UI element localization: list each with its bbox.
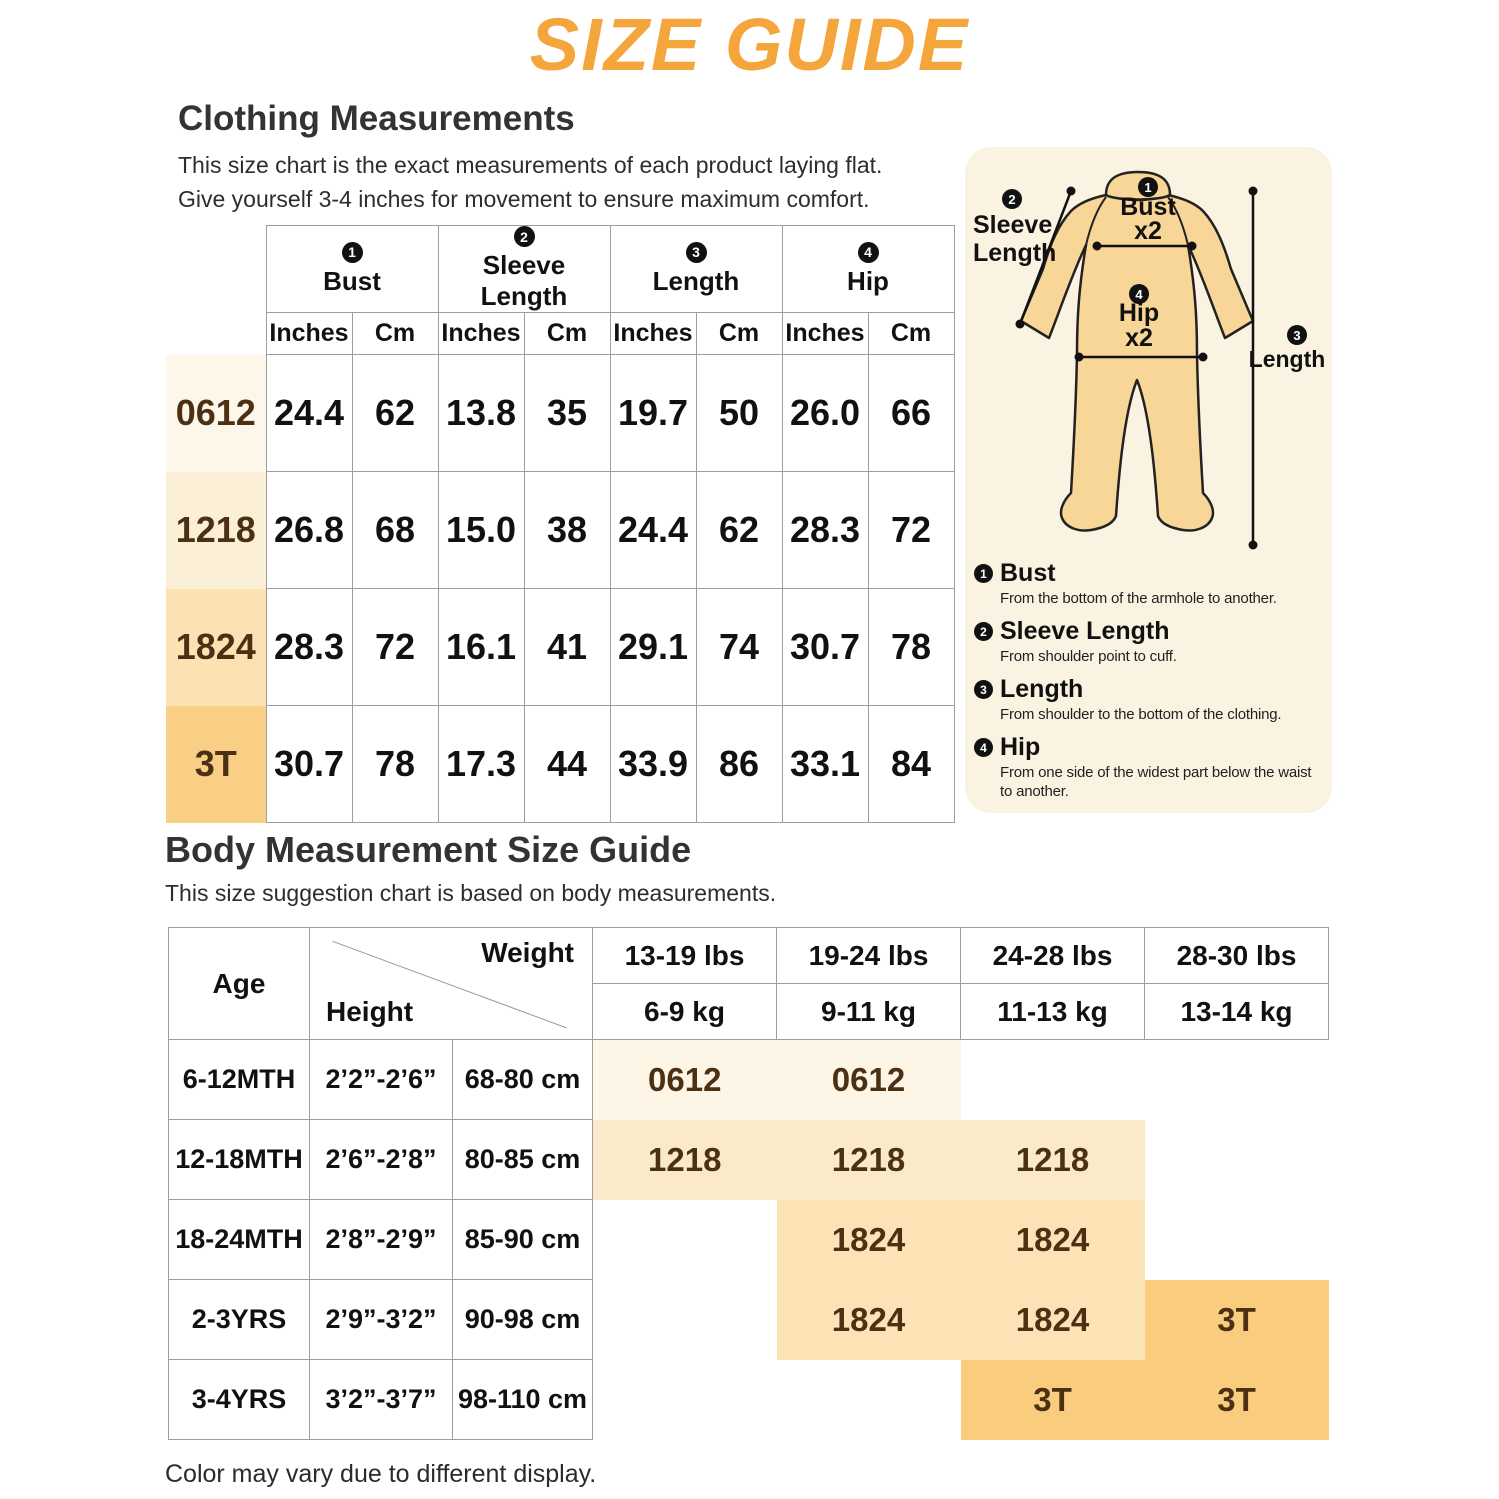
legend-item-hip [974, 733, 1326, 801]
unit-header: Inches [610, 313, 696, 355]
height-range-cm: 68-80 cm [453, 1040, 593, 1120]
circled-number-icon: 3 [686, 242, 707, 263]
legend-title: Hip [1000, 733, 1041, 761]
measurement-value: 44 [524, 706, 610, 823]
recommended-size [777, 1360, 961, 1440]
hip-x2-label: x2 [1125, 324, 1153, 352]
bust-label: Bust [1120, 193, 1176, 221]
unit-header: Cm [524, 313, 610, 355]
recommended-size: 3T [1145, 1280, 1329, 1360]
measurement-value: 41 [524, 589, 610, 706]
recommended-size [593, 1200, 777, 1280]
recommended-size: 1824 [777, 1200, 961, 1280]
corner-cell [166, 226, 266, 313]
clothing-measurements-description [178, 148, 882, 216]
recommended-size: 0612 [593, 1040, 777, 1120]
recommended-size [1145, 1040, 1329, 1120]
measurement-value: 30.7 [782, 589, 868, 706]
legend-title: Length [1000, 675, 1084, 703]
body-measurement-description: This size suggestion chart is based on body measurements. [165, 880, 777, 906]
badge-number: 1 [1144, 180, 1152, 195]
age-range: 2-3YRS [169, 1280, 310, 1360]
legend-description: From shoulder to the bottom of the clothing. [1000, 706, 1282, 723]
table-row [169, 1120, 1329, 1200]
recommended-size: 1824 [961, 1280, 1145, 1360]
height-range-cm: 85-90 cm [453, 1200, 593, 1280]
weight-range-lbs: 24-28 lbs [961, 928, 1145, 984]
description-line: Give yourself 3-4 inches for movement to ensure maximum comfort. [178, 186, 870, 212]
weight-range-kg: 9-11 kg [777, 984, 961, 1040]
size-row-label: 1824 [166, 589, 266, 706]
weight-range-lbs: 13-19 lbs [593, 928, 777, 984]
body-measurement-table [168, 927, 1329, 1440]
height-range-cm: 98-110 cm [453, 1360, 593, 1440]
unit-header: Inches [266, 313, 352, 355]
sleeve-label-line1: Sleeve [973, 211, 1053, 239]
measurement-value: 28.3 [266, 589, 352, 706]
recommended-size: 1218 [777, 1120, 961, 1200]
circled-number-icon: 4 [974, 738, 993, 757]
height-header: Height [326, 996, 414, 1027]
circled-number-icon: 1 [974, 564, 993, 583]
column-group-length [610, 226, 782, 313]
column-group-label: Length [652, 265, 740, 296]
measurement-value: 74 [696, 589, 782, 706]
unit-header: Inches [438, 313, 524, 355]
legend-title: Sleeve Length [1000, 617, 1170, 645]
sleeve-label-line2: Length [973, 239, 1057, 267]
circled-number-icon: 2 [974, 622, 993, 641]
recommended-size [1145, 1120, 1329, 1200]
height-range-cm: 80-85 cm [453, 1120, 593, 1200]
measurement-value: 50 [696, 355, 782, 472]
size-row-label: 0612 [166, 355, 266, 472]
measurement-value: 28.3 [782, 472, 868, 589]
age-range: 18-24MTH [169, 1200, 310, 1280]
badge-number: 4 [1135, 287, 1143, 302]
table-row [166, 706, 954, 823]
column-group-hip [782, 226, 954, 313]
unit-header: Cm [352, 313, 438, 355]
height-range-ft: 3’2”-3’7” [310, 1360, 453, 1440]
badge-number: 2 [1008, 192, 1016, 207]
measurement-value: 16.1 [438, 589, 524, 706]
weight-range-lbs: 28-30 lbs [1145, 928, 1329, 984]
age-range: 3-4YRS [169, 1360, 310, 1440]
length-label: Length [1248, 346, 1326, 372]
recommended-size: 1824 [777, 1280, 961, 1360]
body-measurement-heading: Body Measurement Size Guide [165, 829, 692, 870]
legend-description: From shoulder point to cuff. [1000, 648, 1177, 665]
weight-range-kg: 13-14 kg [1145, 984, 1329, 1040]
measurement-value: 35 [524, 355, 610, 472]
unit-header: Cm [696, 313, 782, 355]
recommended-size: 1218 [593, 1120, 777, 1200]
measurement-diagram-card [965, 147, 1332, 813]
measurement-value: 84 [868, 706, 954, 823]
table-row [169, 1360, 1329, 1440]
age-range: 6-12MTH [169, 1040, 310, 1120]
measurement-value: 62 [696, 472, 782, 589]
badge-number: 3 [1293, 328, 1301, 343]
measurement-value: 38 [524, 472, 610, 589]
color-disclaimer: Color may vary due to different display. [165, 1460, 597, 1488]
recommended-size: 1824 [961, 1200, 1145, 1280]
table-row [169, 1200, 1329, 1280]
weight-range-lbs: 19-24 lbs [777, 928, 961, 984]
column-group-label: Sleeve Length [480, 250, 568, 311]
legend-item-length [974, 675, 1326, 724]
onesie-measurement-diagram [965, 147, 1332, 557]
page-title: SIZE GUIDE [529, 3, 970, 86]
circled-number-icon: 4 [858, 242, 879, 263]
measurement-value: 33.9 [610, 706, 696, 823]
table-row [166, 472, 954, 589]
measurement-value: 62 [352, 355, 438, 472]
measurement-value: 72 [868, 472, 954, 589]
recommended-size [593, 1360, 777, 1440]
table-row [169, 1040, 1329, 1120]
measurement-value: 72 [352, 589, 438, 706]
weight-range-kg: 6-9 kg [593, 984, 777, 1040]
column-group-label: Bust [323, 265, 381, 296]
legend-description: From the bottom of the armhole to another. [1000, 590, 1277, 607]
hip-label: Hip [1118, 299, 1160, 327]
measurement-value: 17.3 [438, 706, 524, 823]
weight-height-diagonal-cell [310, 928, 593, 1040]
bust-x2-label: x2 [1134, 217, 1162, 245]
size-row-label: 1218 [166, 472, 266, 589]
recommended-size: 0612 [777, 1040, 961, 1120]
height-range-ft: 2’9”-3’2” [310, 1280, 453, 1360]
table-row [166, 355, 954, 472]
age-header: Age [169, 928, 310, 1040]
measurement-value: 30.7 [266, 706, 352, 823]
table-row [166, 589, 954, 706]
corner-cell [166, 313, 266, 355]
measurement-value: 13.8 [438, 355, 524, 472]
height-range-ft: 2’8”-2’9” [310, 1200, 453, 1280]
legend-item-sleeve-length [974, 617, 1326, 666]
size-row-label: 3T [166, 706, 266, 823]
measurement-value: 68 [352, 472, 438, 589]
unit-header: Inches [782, 313, 868, 355]
height-range-cm: 90-98 cm [453, 1280, 593, 1360]
column-group-sleeve-length [438, 226, 610, 313]
unit-header: Cm [868, 313, 954, 355]
table-row [169, 1280, 1329, 1360]
description-line: This size chart is the exact measurements of each product laying flat. [178, 152, 883, 178]
measurement-value: 66 [868, 355, 954, 472]
weight-header: Weight [481, 937, 574, 968]
recommended-size [593, 1280, 777, 1360]
recommended-size: 3T [961, 1360, 1145, 1440]
clothing-measurements-heading: Clothing Measurements [178, 99, 575, 138]
legend-title: Bust [1000, 559, 1056, 587]
clothing-measurements-table [166, 225, 955, 823]
measurement-value: 78 [352, 706, 438, 823]
weight-range-kg: 11-13 kg [961, 984, 1145, 1040]
measurement-value: 78 [868, 589, 954, 706]
measurement-value: 26.0 [782, 355, 868, 472]
height-range-ft: 2’6”-2’8” [310, 1120, 453, 1200]
table-group-header-row [166, 226, 954, 313]
measurement-value: 15.0 [438, 472, 524, 589]
measurement-value: 29.1 [610, 589, 696, 706]
measurement-value: 86 [696, 706, 782, 823]
age-range: 12-18MTH [169, 1120, 310, 1200]
legend-description: From one side of the widest part below the waist to another. [1000, 764, 1312, 800]
circled-number-icon: 2 [514, 226, 535, 247]
column-group-label: Hip [847, 265, 889, 296]
measurement-value: 26.8 [266, 472, 352, 589]
recommended-size [961, 1040, 1145, 1120]
measurement-legend [965, 557, 1332, 801]
recommended-size [1145, 1200, 1329, 1280]
measurement-value: 24.4 [610, 472, 696, 589]
circled-number-icon: 3 [974, 680, 993, 699]
recommended-size: 1218 [961, 1120, 1145, 1200]
table-header-row [169, 928, 1329, 984]
legend-item-bust [974, 559, 1326, 608]
table-unit-header-row [166, 313, 954, 355]
circled-number-icon: 1 [342, 242, 363, 263]
measurement-value: 19.7 [610, 355, 696, 472]
column-group-bust [266, 226, 438, 313]
height-range-ft: 2’2”-2’6” [310, 1040, 453, 1120]
recommended-size: 3T [1145, 1360, 1329, 1440]
measurement-value: 33.1 [782, 706, 868, 823]
measurement-value: 24.4 [266, 355, 352, 472]
